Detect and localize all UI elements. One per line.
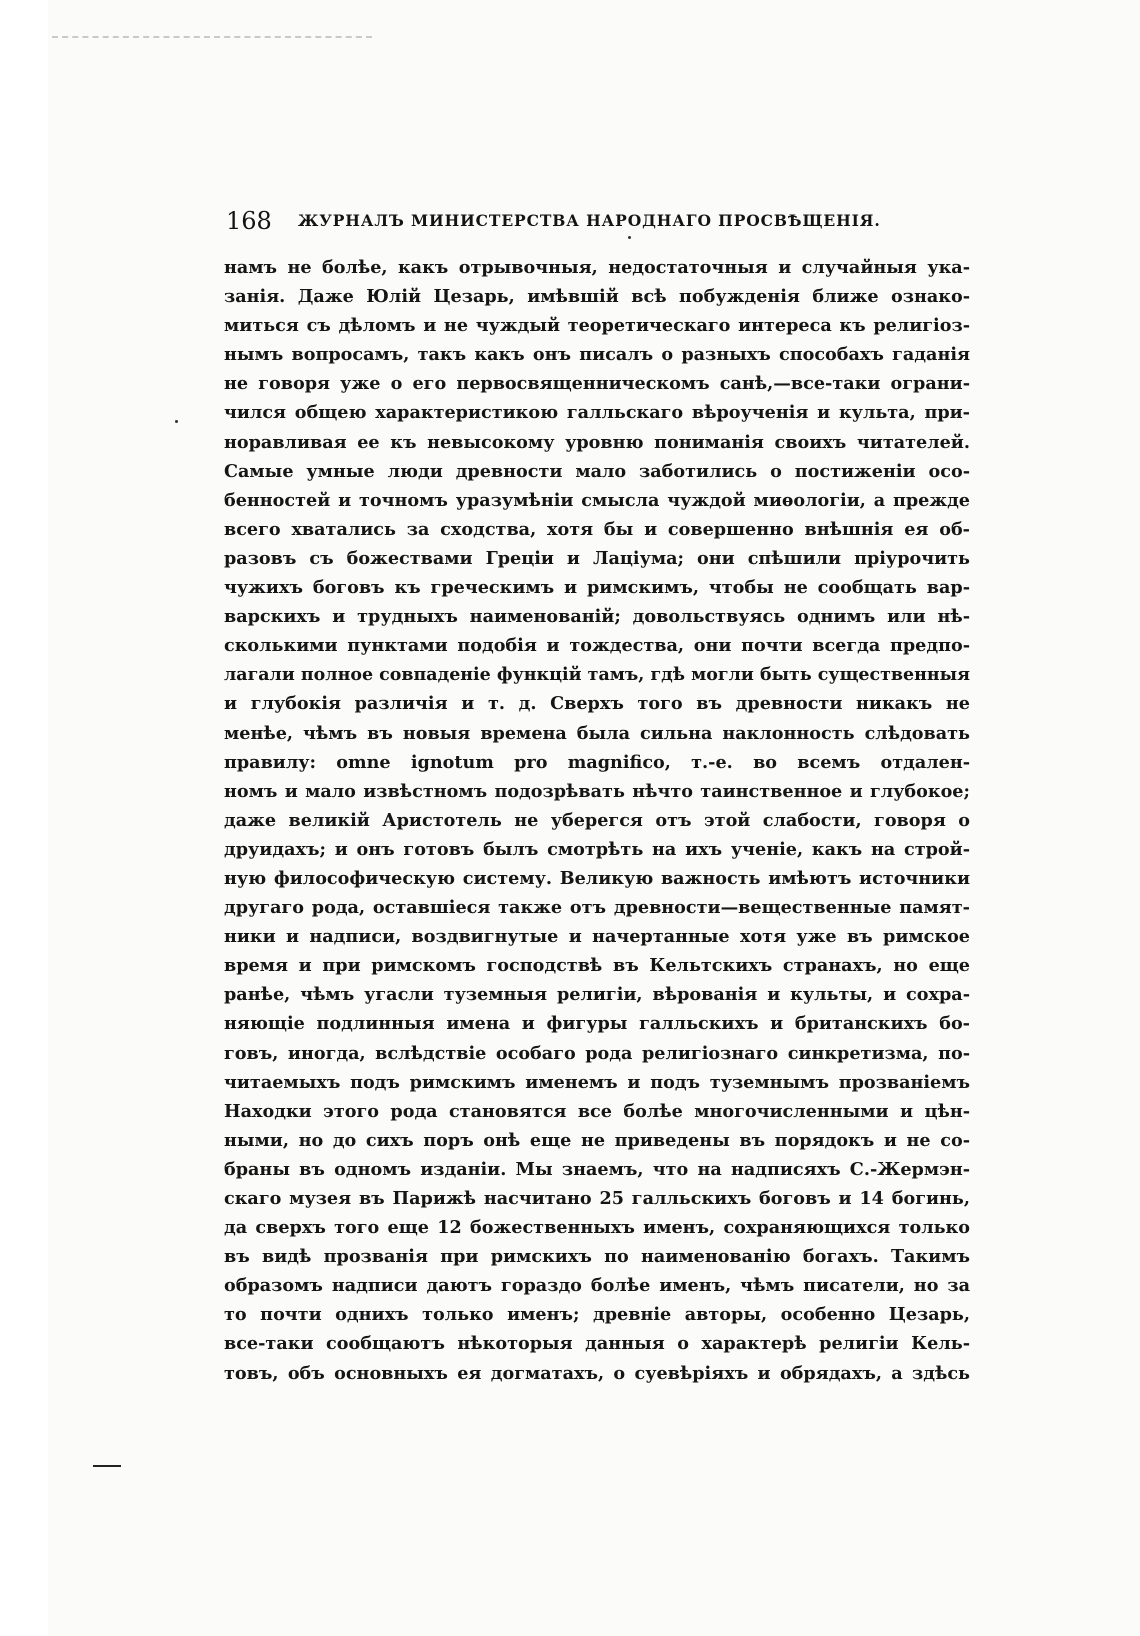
margin-speck	[175, 420, 178, 423]
text-line: время и при римскомъ господствѣ въ Кельтскихъ странахъ, но еще	[224, 955, 970, 977]
margin-dash	[93, 1465, 121, 1467]
body-text	[224, 253, 970, 1388]
text-line: менѣе, чѣмъ въ новыя времена была сильна наклонность слѣдовать	[224, 722, 970, 744]
text-line: лагали полное совпаденіе функцій тамъ, гдѣ могли быть существенныя	[224, 664, 970, 686]
text-line: даже великій Аристотель не уберегся отъ этой слабости, говоря о	[224, 809, 970, 831]
text-line: ранѣе, чѣмъ угасли туземныя религіи, вѣрованія и культы, и сохра-	[224, 984, 970, 1006]
text-line: товъ, объ основныхъ ея догматахъ, о суевѣріяхъ и обрядахъ, а здѣсь	[224, 1362, 970, 1384]
text-line: сколькими пунктами подобія и тождества, они почти всегда предпо-	[224, 635, 970, 657]
text-line: занія. Даже Юлій Цезарь, имѣвшій всѣ побужденія ближе ознако-	[224, 286, 970, 308]
scan-edge	[0, 0, 48, 1636]
text-line: намъ не болѣе, какъ отрывочныя, недостаточныя и случайныя ука-	[224, 257, 970, 278]
text-line: скаго музея въ Парижѣ насчитано 25 галльскихъ боговъ и 14 богинь,	[224, 1188, 970, 1209]
text-line: браны въ одномъ изданіи. Мы знаемъ, что на надписяхъ С.-Жермэн-	[224, 1158, 970, 1180]
scan-artifact-rule	[52, 36, 372, 38]
text-line: друидахъ; и онъ готовъ былъ смотрѣть на ихъ ученіе, какъ на строй-	[224, 838, 970, 860]
text-line: все-таки сообщаютъ нѣкоторыя данныя о характерѣ религіи Кель-	[224, 1333, 970, 1355]
text-line: говъ, иногда, вслѣдствіе особаго рода религіознаго синкретизма, по-	[224, 1042, 970, 1064]
text-line: норавливая ее къ невысокому уровню пониманія своихъ читателей.	[224, 431, 970, 453]
text-line: номъ и мало извѣстномъ подозрѣвать нѣчто таинственное и глубокое;	[224, 780, 970, 802]
text-line: всего хватались за сходства, хотя бы и совершенно внѣшнія ея об-	[224, 518, 970, 540]
text-line: не говоря уже о его первосвященническомъ санѣ,—все-таки ограни-	[224, 373, 970, 395]
running-header	[226, 204, 966, 238]
text-line: правилу: omne ignotum pro magnifico, т.-е. во всемъ отдален-	[224, 751, 970, 773]
text-line: ными, но до сихъ поръ онѣ еще не приведены въ порядокъ и не со-	[224, 1129, 970, 1151]
text-line: ную философическую систему. Великую важность имѣютъ источники	[224, 867, 970, 889]
text-line: Находки этого рода становятся все болѣе многочисленными и цѣн-	[224, 1100, 970, 1122]
text-line: ники и надписи, воздвигнутые и начертанные хотя уже въ римское	[224, 926, 970, 948]
text-line: въ видѣ прозванія при римскихъ по наименованію богахъ. Такимъ	[224, 1246, 970, 1268]
text-line: миться съ дѣломъ и не чуждый теоретическаго интереса къ религіоз-	[224, 315, 970, 337]
ink-speck	[628, 236, 631, 239]
text-line: то почти однихъ только именъ; древніе авторы, особенно Цезарь,	[224, 1304, 970, 1326]
text-line: варскихъ и трудныхъ наименованій; довольствуясь однимъ или нѣ-	[224, 606, 970, 628]
page-number: 168	[226, 207, 272, 235]
text-line: чился общею характеристикою галльскаго вѣроученія и культа, при-	[224, 402, 970, 424]
text-line: читаемыхъ подъ римскимъ именемъ и подъ туземнымъ прозваніемъ	[224, 1071, 970, 1093]
text-line: и глубокія различія и т. д. Сверхъ того въ древности никакъ не	[224, 693, 970, 715]
text-line: Самые умные люди древности мало заботились о постиженіи осо-	[224, 460, 970, 482]
text-line: да сверхъ того еще 12 божественныхъ именъ, сохраняющихся только	[224, 1217, 970, 1239]
text-line: разовъ съ божествами Греціи и Лаціума; они спѣшили пріурочить	[224, 547, 970, 569]
journal-title: ЖУРНАЛЪ МИНИСТЕРСТВА НАРОДНАГО ПРОСВѢЩЕНІЯ.	[298, 211, 881, 230]
text-line: нымъ вопросамъ, такъ какъ онъ писалъ о разныхъ способахъ гаданія	[224, 344, 970, 366]
text-line: другаго рода, оставшіеся также отъ древности—вещественные памят-	[224, 897, 970, 919]
text-line: бенностей и точномъ уразумѣніи смысла чуждой миѳологіи, а прежде	[224, 489, 970, 511]
text-line: образомъ надписи даютъ гораздо болѣе именъ, чѣмъ писатели, но за	[224, 1275, 970, 1297]
text-line: чужихъ боговъ къ греческимъ и римскимъ, чтобы не сообщать вар-	[224, 577, 970, 599]
text-line: няющіе подлинныя имена и фигуры галльскихъ и британскихъ бо-	[224, 1013, 970, 1035]
